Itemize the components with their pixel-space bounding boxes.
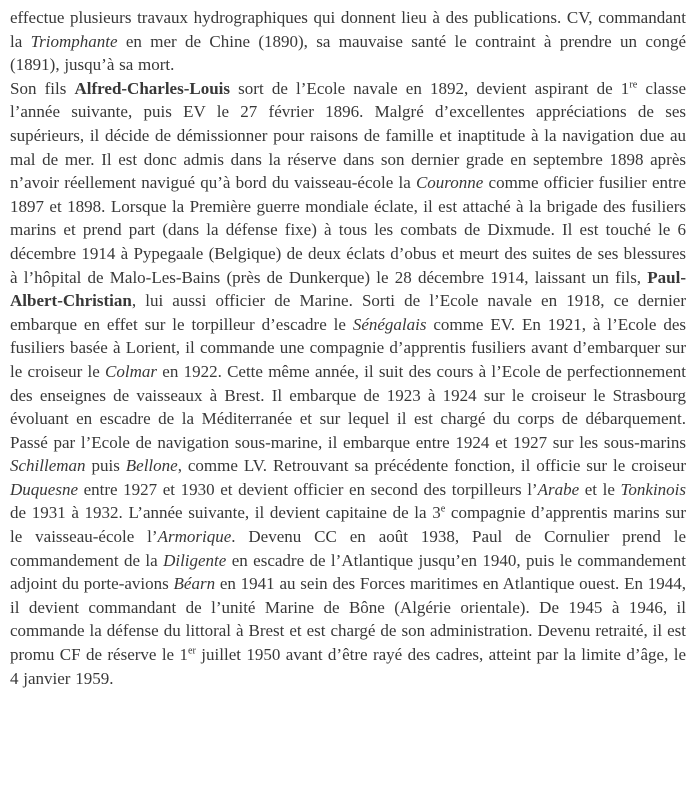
paragraph-hydrographic-career: effectue plusieurs travaux hydrographiques qui donnent lieu à des publications. CV, commandant la Triomphante en mer de Chine (1890), sa mauvaise santé le contraint à prendre un congé (1891), jusqu’à sa mort. xyxy=(10,8,686,75)
paragraph-family-naval-careers: Son fils Alfred-Charles-Louis sort de l’Ecole navale en 1892, devient aspirant de 1re classe l’année suivante, puis EV le 27 février 1896. Malgré d’excellentes appréciations de ses supérieurs, il décide de démissionner pour raisons de famille et inaptitude à la navigation due au mal de mer. Il est donc admis dans la réserve dans son dernier grade en septembre 1898 après n’avoir réellement navigué qu’à bord du vaisseau-école la Couronne comme officier fusilier entre 1897 et 1898. Lorsque la Première guerre mondiale éclate, il est attaché à la brigade des fusiliers marins et prend part (dans la défense fixe) à tous les combats de Dixmude. Il est touché le 6 décembre 1914 à Pypegaale (Belgique) de deux éclats d’obus et meurt des suites de ses blessures à l’hôpital de Malo-Les-Bains (près de Dunkerque) le 28 décembre 1914, laissant un fils, Paul-Albert-Christian, lui aussi officier de Marine. Sorti de l’Ecole navale en 1918, ce dernier embarque en effet sur le torpilleur d’escadre le Sénégalais comme EV. En 1921, à l’Ecole des fusiliers basée à Lorient, il commande une compagnie d’apprentis fusiliers avant d’embarquer sur le croiseur le Colmar en 1922. Cette même année, il suit des cours à l’Ecole de perfectionnement des enseignes de vaisseaux à Brest. Il embarque de 1923 à 1924 sur le croiseur le Strasbourg évoluant en escadre de la Méditerranée et sur lequel il est chargé du corps de débarquement. Passé par l’Ecole de navigation sous-marine, il embarque entre 1924 et 1927 sur les sous-marins Schilleman puis Bellone, comme LV. Retrouvant sa précédente fonction, il officie sur le croiseur Duquesne entre 1927 et 1930 et devient officier en second des torpilleurs l’Arabe et le Tonkinois de 1931 à 1932. L’année suivante, il devient capitaine de la 3e compagnie d’apprentis marins sur le vaisseau-école l’Armorique. Devenu CC en août 1938, Paul de Cornulier prend le commandement de la Diligente en escadre de l’Atlantique jusqu’en 1940, puis le commandement adjoint du porte-avions Béarn en 1941 au sein des Forces maritimes en Atlantique ouest. En 1944, il devient commandant de l’unité Marine de Bône (Algérie orientale). De 1945 à 1946, il commande la défense du littoral à Brest et est chargé de son administration. Devenu retraité, il est promu CF de réserve le 1er juillet 1950 avant d’être rayé des cadres, atteint par la limite d’âge, le 4 janvier 1959. xyxy=(10,78,687,688)
